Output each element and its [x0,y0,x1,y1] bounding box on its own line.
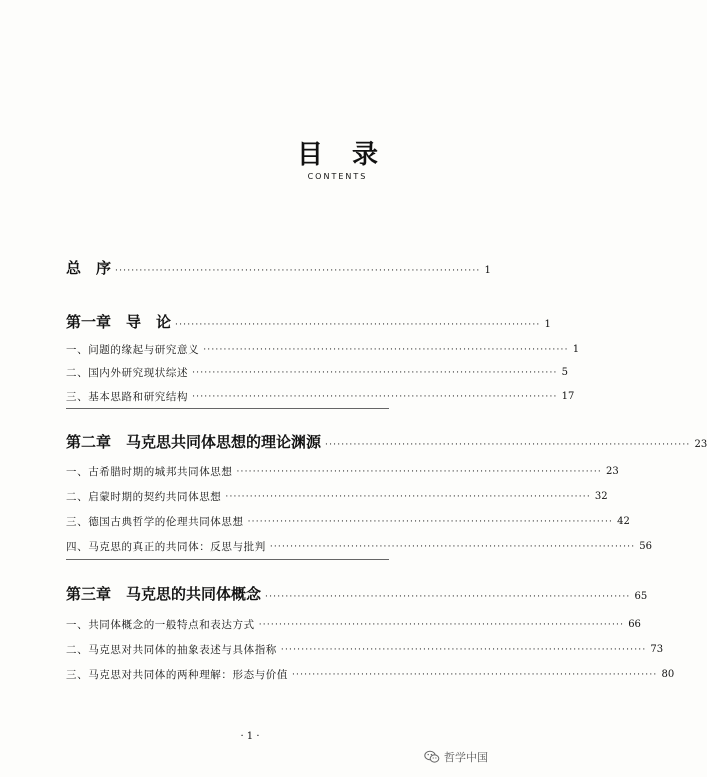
toc-entry-title: 二、国内外研究现状综述 [66,367,189,379]
toc-entry-title: 一、古希腊时期的城邦共同体思想 [66,466,233,478]
toc-entry-title: 二、启蒙时期的契约共同体思想 [66,491,222,503]
toc-entry-page: 80 [661,669,675,680]
section-divider [66,559,389,560]
toc-entry-page: 32 [594,491,608,502]
toc-chapter-1[interactable] [66,310,551,332]
toc-section[interactable] [66,660,675,682]
toc-entry-title: 第三章 马克思的共同体概念 [66,585,262,603]
toc-entry-page: 56 [639,541,653,552]
section-divider [66,408,389,409]
toc-entry-page: 73 [650,644,664,655]
toc-section[interactable] [66,457,619,479]
leader-dots: ·························································································· [269,542,636,552]
toc-entry-page: 66 [628,619,641,630]
toc-entry-title: 二、马克思对共同体的抽象表述与具体指称 [66,644,277,656]
leader-dots: ·························································································· [203,345,569,355]
toc-header [287,140,388,181]
leader-dots: ·························································································· [236,467,602,477]
leader-dots: ·························································································· [115,266,481,276]
toc-entry-title: 第一章 导 论 [66,313,172,331]
leader-dots: ·························································································· [175,320,541,330]
page-title: 目 录 [296,140,388,170]
leader-dots: ·························································································· [265,592,631,602]
toc-entry-title: 总 序 [66,259,112,277]
toc-entry-page: 23 [605,466,619,477]
leader-dots: ·························································································· [325,440,691,450]
toc-section[interactable] [66,610,641,632]
toc-entry-title: 一、共同体概念的一般特点和表达方式 [66,619,255,631]
leader-dots: ·························································································· [192,392,558,402]
toc-chapter-3[interactable] [66,582,648,604]
toc-entry-page: 1 [484,265,491,276]
watermark-text: 哲学中国 [444,751,488,764]
toc-section[interactable] [66,532,653,554]
toc-entry-page: 5 [561,367,568,378]
leader-dots: ·························································································· [292,670,658,680]
toc-entry-preface[interactable] [66,256,491,278]
leader-dots: ·························································································· [225,492,591,502]
leader-dots: ·························································································· [192,368,558,378]
toc-entry-page: 42 [617,516,630,527]
toc-section[interactable] [66,358,568,380]
toc-entry-title: 三、德国古典哲学的伦理共同体思想 [66,516,244,528]
toc-entry-page: 17 [561,391,575,402]
toc-chapter-2[interactable] [66,430,707,452]
toc-entry-title: 三、马克思对共同体的两种理解：形态与价值 [66,669,288,681]
toc-entry-page: 65 [634,591,648,602]
toc-section[interactable] [66,482,608,504]
toc-entry-title: 四、马克思的真正的共同体：反思与批判 [66,541,266,553]
leader-dots: ·························································································· [258,620,625,630]
wechat-icon [424,750,440,764]
page-number: · 1 · [240,731,260,742]
toc-entry-page: 1 [572,344,580,355]
toc-section[interactable] [66,635,664,657]
toc-section[interactable] [66,382,575,404]
toc-section[interactable] [66,335,580,357]
toc-entry-page: 1 [544,319,551,330]
leader-dots: ·························································································· [280,645,647,655]
toc-entry-title: 三、基本思路和研究结构 [66,391,189,403]
toc-entry-title: 一、问题的缘起与研究意义 [66,344,200,356]
toc-section[interactable] [66,507,630,529]
leader-dots: ·························································································· [247,517,614,527]
watermark [424,749,488,765]
toc-entry-page: 23 [694,439,707,450]
toc-entry-title: 第二章 马克思共同体思想的理论渊源 [66,433,322,451]
page-subtitle: CONTENTS [307,172,368,181]
